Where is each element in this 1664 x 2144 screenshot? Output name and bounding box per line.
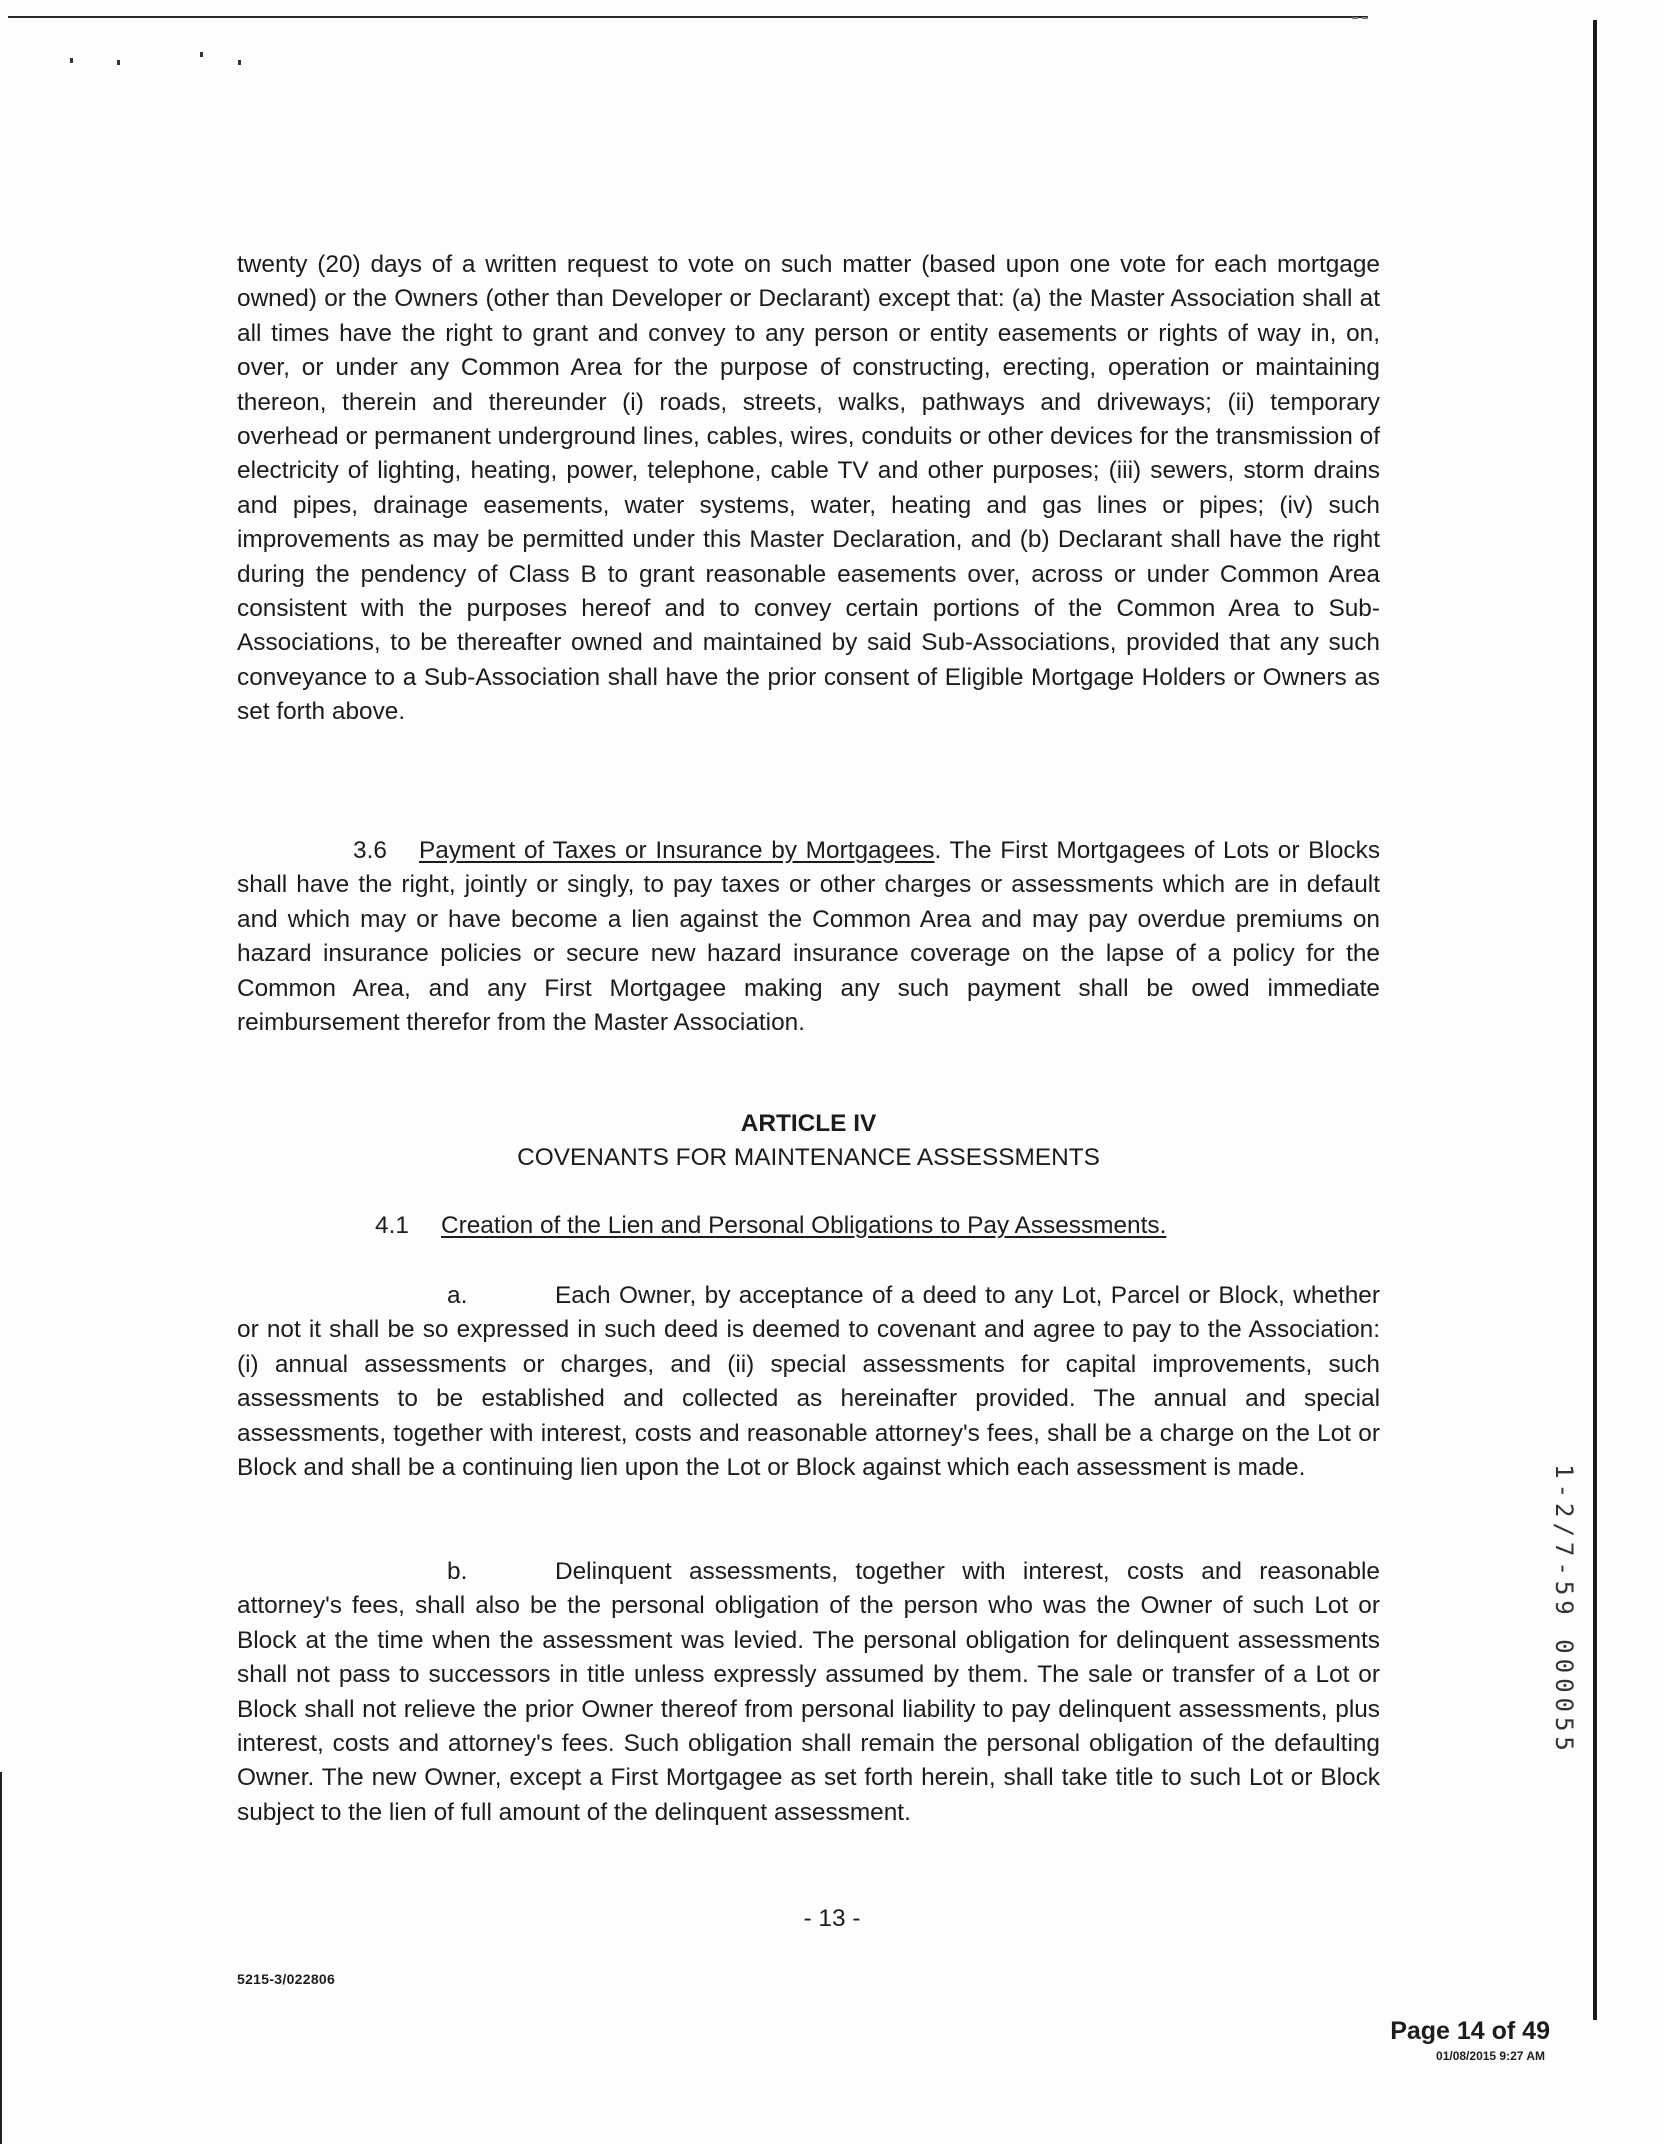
document-code: 5215-3/022806 [237,1971,336,1987]
article-title: ARTICLE IV [740,1110,877,1137]
subsection-text: Delinquent assessments, together with interest, costs and reasonable attorney's fees, shall also be the personal obligation of the person who was the Owner of such Lot or Block at the time when the assessment was levied. The personal obligation for delinquent assessments shall not pass to successors in title unless expressly assumed by them. The sale or transfer of a Lot or Block shall not relieve the prior Owner thereof from personal liability to pay delinquent assessments, plus interest, costs and attorney's fees. Such obligation shall remain the personal obligation of the defaulting Owner. The new Owner, except a First Mortgagee as set forth herein, shall take title to such Lot or Block subject to the lien of full amount of the delinquent assessment. [237,1558,1380,1826]
scan-left-mark [0,1772,2,2144]
section-heading: Creation of the Lien and Personal Obligations to Pay Assessments. [441,1212,1167,1239]
section-text: . The First Mortgagees of Lots or Blocks shall have the right, jointly or singly, to pay taxes or other charges or assessments which are in default and which may or have become a lien against the Common Area and may pay overdue premiums on hazard insurance policies or secure new hazard insurance coverage on the lapse of a policy for the Common Area, and any First Mortgagee making any such payment shall be owed immediate reimbursement therefor from the Master Association. [237,837,1381,1037]
section-4-1 [375,1209,1166,1243]
timestamp: 01/08/2015 9:27 AM [1436,2049,1545,2063]
scan-speck [200,52,203,57]
page-number: - 13 - [803,1905,861,1932]
subsection-label: b. [447,1558,468,1585]
section-number: 3.6 [353,837,387,864]
subsection-label: a. [447,1282,468,1309]
scan-edge-bar [1593,20,1597,2020]
subsection-b [237,1555,1380,1830]
subsection-text: Each Owner, by acceptance of a deed to any Lot, Parcel or Block, whether or not it shall be so expressed in such deed is deemed to covenant and agree to pay to the Association: (i) annual assessments or charges, and (ii) special assessments for capital improvements, such assessments to be established and collected as hereinafter provided. The annual and special assessments, together with interest, costs and reasonable attorney's fees, shall be a charge on the Lot or Block and shall be a continuing lien upon the Lot or Block against which each assessment is made. [237,1282,1380,1482]
paragraph-text: twenty (20) days of a written request to vote on such matter (based upon one vote for each mortgage owned) or the Owners (other than Developer or Declarant) except that: (a) the Master Association shall at all times have the right to grant and convey to any person or entity easements or rights of way in, on, over, or under any Common Area for the purpose of constructing, erecting, operation or maintaining thereon, therein and thereunder (i) roads, streets, walks, pathways and driveways; (ii) temporary overhead or permanent underground lines, cables, wires, conduits or other devices for the transmission of electricity of lighting, heating, power, telephone, cable TV and other purposes; (iii) sewers, storm drains and pipes, drainage easements, water systems, water, heating and gas lines or pipes; (iv) such improvements as may be permitted under this Master Declaration, and (b) Declarant shall have the right during the pendency of Class B to grant reasonable easements over, across or under Common Area consistent with the purposes hereof and to convey certain portions of the Common Area to Sub-Associations, to be thereafter owned and maintained by said Sub-Associations, provided that any such conveyance to a Sub-Association shall have the prior consent of Eligible Mortgage Holders or Owners as set forth above. [237,251,1380,726]
section-number: 4.1 [375,1212,409,1239]
paragraph-3-5-continued [237,248,1380,730]
side-stamp: 1-2/7-59 000055 [1550,1464,1578,1756]
subsection-a [237,1279,1380,1485]
scan-speck [117,60,120,65]
scan-speck [238,60,241,65]
top-rule-dash [1352,17,1368,19]
section-3-6 [237,834,1380,1040]
section-heading: Payment of Taxes or Insurance by Mortgagees [419,837,935,864]
article-subtitle: COVENANTS FOR MAINTENANCE ASSESSMENTS [517,1144,1100,1171]
top-rule [8,16,1368,18]
scan-speck [70,58,73,63]
page-count: Page 14 of 49 [1390,2017,1550,2045]
